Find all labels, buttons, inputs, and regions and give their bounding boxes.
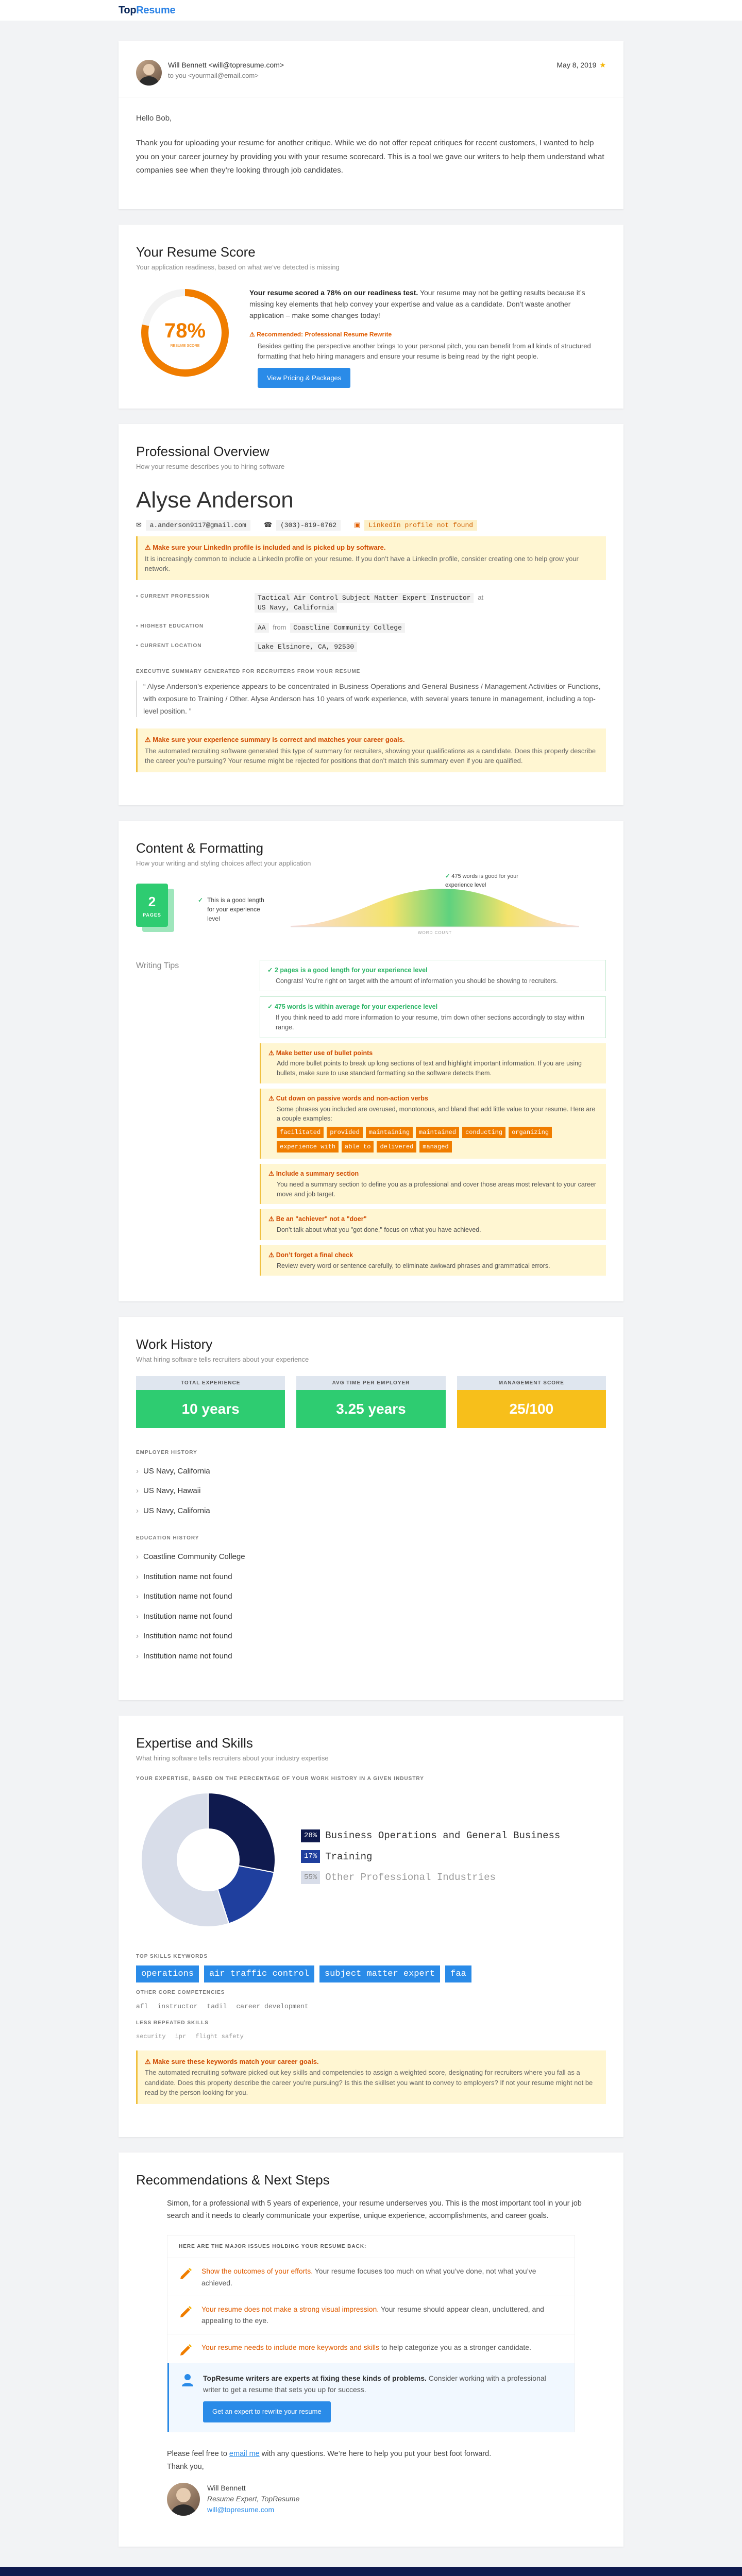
- issue-text: [201, 2342, 531, 2356]
- tip-title-text: Make better use of bullet points: [276, 1049, 373, 1057]
- less-repeated-label: LESS REPEATED SKILLS: [136, 2020, 209, 2026]
- employer-item: › US Navy, California: [136, 1501, 606, 1521]
- stat-card: [136, 1376, 285, 1428]
- tip-title: [267, 1002, 598, 1012]
- tip-title: [268, 1048, 599, 1058]
- tip-body: Add more bullet points to break up long sections of text and highlight important information. If you are using bullets, make sure to use standard formatting so the software detects them.: [277, 1060, 582, 1077]
- top-keyword: operations: [136, 1965, 199, 1983]
- location-label: ▪ CURRENT LOCATION: [136, 643, 202, 649]
- phone-icon: ☎: [263, 521, 276, 529]
- tip-title: [268, 1094, 599, 1104]
- writing-tip: [260, 1043, 606, 1083]
- executive-summary: “ Alyse Anderson’s experience appears to be concentrated in Business Operations and General Business / Management Activities or Functions, with exposure to Training / Other. Alyse Anderson has 10 years of work experience, with several years tenure in management, including a top-level position. ”: [136, 681, 606, 717]
- recommendation-title: ⚠ Recommended: Professional Resume Rewrite: [249, 330, 392, 338]
- passive-phrase: maintaining: [366, 1127, 413, 1138]
- tip-title-text: Don’t forget a final check: [276, 1251, 353, 1259]
- tip-body: You need a summary section to define you as a professional and cover those areas most relevant to your career move and job target.: [277, 1180, 597, 1198]
- word-count-note: ✓ 475 words is good for your experience level: [445, 873, 518, 888]
- profession-value: Tactical Air Control Subject Matter Expert Instructor at US Navy, California: [255, 592, 606, 613]
- issue-rest: Your resume should appear clean, uncluttered, and appealing to the eye.: [201, 2304, 544, 2325]
- recommendations-section: [119, 2153, 623, 2547]
- score-value: 78%: [164, 319, 206, 342]
- summary-alert: [136, 728, 606, 772]
- pencil-icon: [179, 2265, 193, 2280]
- section-subtitle: How your writing and styling choices affect your application: [136, 859, 311, 867]
- recommendations-intro: Simon, for a professional with 5 years of experience, your resume underserves you. This is the most important tool in your job search and it needs to clearly communicate your expertise, unique experience, accomplishments, and career goals.: [167, 2199, 582, 2221]
- section-title: Your Resume Score: [136, 244, 256, 260]
- stat-card: [296, 1376, 445, 1428]
- check-icon: ✓: [445, 873, 452, 880]
- stat-label: TOTAL EXPERIENCE: [136, 1376, 285, 1390]
- signature-avatar: [167, 2483, 200, 2516]
- issue-item: [167, 2334, 575, 2363]
- education-list: [136, 1547, 606, 1666]
- stat-card: [457, 1376, 606, 1428]
- passive-phrases: [277, 1127, 599, 1153]
- footer: [0, 2567, 742, 2576]
- warning-icon: ⚠: [268, 1049, 276, 1057]
- section-title: Professional Overview: [136, 444, 269, 460]
- tip-title: [268, 1169, 599, 1179]
- tip-title-text: Cut down on passive words and non-action verbs: [276, 1094, 428, 1102]
- score-ring-label: RESUME SCORE: [170, 344, 200, 348]
- issue-rest: Your resume focuses too much on what you’ve done, not what you’ve achieved.: [201, 2267, 536, 2287]
- recommendation: [249, 330, 606, 388]
- warning-icon: ⚠: [268, 1215, 276, 1223]
- legend-item: [301, 1850, 560, 1865]
- passive-phrase: maintained: [416, 1127, 459, 1138]
- issue-text: [201, 2303, 563, 2327]
- tip-title-text: Include a summary section: [276, 1170, 359, 1178]
- tip-title: [268, 1250, 599, 1260]
- briefcase-icon: ▪: [136, 593, 141, 599]
- logo-part-b: Resume: [136, 5, 176, 16]
- resume-score-section: [119, 225, 623, 409]
- passive-phrase: delivered: [377, 1141, 416, 1153]
- view-pricing-button[interactable]: View Pricing & Packages: [258, 368, 350, 388]
- section-subtitle: Your application readiness, based on what we’ve detected is missing: [136, 263, 340, 271]
- passive-phrase: experience with: [277, 1141, 339, 1153]
- pages-note: ✓ This is a good length for your experience level: [198, 896, 264, 923]
- other-keyword: instructor: [157, 2003, 198, 2011]
- page-front: 2 PAGES: [136, 884, 168, 927]
- passive-phrase: able to: [342, 1141, 374, 1153]
- email-body: [119, 97, 623, 209]
- pie-label: YOUR EXPERTISE, BASED ON THE PERCENTAGE OF YOUR WORK HISTORY IN A GIVEN INDUSTRY: [136, 1775, 424, 1782]
- length-row: [136, 873, 606, 939]
- stat-label: MANAGEMENT SCORE: [457, 1376, 606, 1390]
- stat-value: 3.25 years: [296, 1390, 445, 1428]
- expertise-pie-row: [136, 1788, 606, 1932]
- warning-icon: ⚠: [145, 736, 153, 744]
- alert-body: It is increasingly common to include a LinkedIn profile on your resume. If you don’t have a LinkedIn profile, consider creating one to help grow your network.: [145, 554, 579, 573]
- tip-body: Review every word or sentence carefully, to eliminate awkward phrases and grammatical errors.: [277, 1262, 550, 1269]
- issues-box: [167, 2235, 575, 2432]
- alert-title: ⚠ Make sure your LinkedIn profile is included and is picked up by software.: [145, 544, 386, 552]
- candidate-name: Alyse Anderson: [136, 487, 294, 513]
- email-date: [556, 60, 606, 86]
- other-keyword: afl: [136, 2003, 148, 2011]
- tip-title-text: 2 pages is a good length for your experience level: [274, 966, 428, 974]
- location-value: Lake Elsinore, CA, 92530: [255, 642, 606, 652]
- sender-avatar: [136, 60, 162, 86]
- education-item: › Coastline Community College: [136, 1547, 606, 1567]
- less-keyword: security: [136, 2032, 166, 2040]
- education-item: › Institution name not found: [136, 1626, 606, 1647]
- education-value: AA from Coastline Community College: [255, 622, 606, 633]
- topresume-logo[interactable]: [119, 3, 175, 18]
- top-bar: [0, 0, 742, 21]
- expertise-pie-chart: [136, 1788, 280, 1932]
- score-ring: [136, 284, 234, 382]
- info-grid: [136, 592, 606, 652]
- writing-tip: [260, 1164, 606, 1204]
- work-stats: [136, 1376, 606, 1428]
- alert-title: ⚠ Make sure your experience summary is correct and matches your career goals.: [145, 736, 405, 744]
- legend-item: [301, 1828, 560, 1843]
- top-keyword: air traffic control: [204, 1965, 314, 1983]
- warning-icon: ⚠: [145, 2057, 153, 2065]
- top-skills-label: TOP SKILLS KEYWORDS: [136, 1953, 208, 1959]
- issue-item: [167, 2258, 575, 2296]
- email-from: [136, 60, 284, 86]
- stat-value: 10 years: [136, 1390, 285, 1428]
- greeting: Hello Bob,: [136, 114, 172, 123]
- contact-phone: (303)-819-0762: [276, 520, 341, 531]
- passive-phrase: managed: [419, 1141, 451, 1153]
- legend-name: Business Operations and General Business: [325, 1830, 561, 1842]
- issue-item: [167, 2296, 575, 2334]
- top-keywords: [136, 1965, 606, 1983]
- profession-label: ▪ CURRENT PROFESSION: [136, 593, 210, 599]
- mail-icon: ✉: [136, 521, 146, 529]
- linkedin-missing: LinkedIn profile not found: [364, 520, 477, 531]
- alert-body: The automated recruiting software generated this type of summary for recruiters, showing your qualifications as a candidate. Does this properly describe the career you’re pursuing? Your resume might be rejected for positions that don’t match this summary even if you are qualified.: [145, 747, 596, 765]
- expert-box: [167, 2363, 575, 2432]
- other-competencies-label: OTHER CORE COMPETENCIES: [136, 1990, 225, 1996]
- summary-label: EXECUTIVE SUMMARY GENERATED FOR RECRUITERS FROM YOUR RESUME: [136, 668, 361, 674]
- less-keywords: [136, 2032, 606, 2041]
- linkedin-alert: [136, 536, 606, 580]
- employer-history-label: EMPLOYER HISTORY: [136, 1449, 197, 1455]
- warning-icon: ⚠: [268, 1251, 276, 1259]
- email-date-text: May 8, 2019: [556, 61, 597, 69]
- signature: [167, 2483, 575, 2516]
- less-keyword: ipr: [175, 2032, 187, 2040]
- closing-text: Please feel free to email me with any questions. We’re here to help you put your best foot forward. Thank you,: [167, 2450, 492, 2471]
- signature-title: Resume Expert, TopResume: [207, 2494, 300, 2503]
- education-item: › Institution name not found: [136, 1587, 606, 1607]
- tip-body: Congrats! You’re right on target with the amount of information you should be showing to recruiters.: [276, 977, 558, 985]
- section-subtitle: What hiring software tells recruiters about your industry expertise: [136, 1754, 329, 1762]
- signature-name: Will Bennett: [207, 2483, 246, 2492]
- expertise-section: [119, 1716, 623, 2137]
- email-me-link[interactable]: email me: [229, 2450, 260, 2459]
- keyword-alert: [136, 2050, 606, 2104]
- check-icon: ✓: [267, 966, 275, 974]
- email-paragraph: Thank you for uploading your resume for another critique. While we do not offer repeat critiques for recent customers, I wanted to help you on your career journey by providing you with your resume scorecard. This is a tool we gave our writers to help them understand what companies see when they’re looking through job candidates.: [136, 139, 604, 175]
- tip-body: Don’t talk about what you "got done," focus on what you have achieved.: [277, 1226, 481, 1234]
- passive-phrase: facilitated: [277, 1127, 324, 1138]
- logo-part-a: Top: [119, 5, 137, 16]
- sender-name: Will Bennett <will@topresume.com>: [168, 61, 284, 69]
- person-icon: [180, 2372, 195, 2387]
- education-item: › Institution name not found: [136, 1567, 606, 1587]
- section-title: Recommendations & Next Steps: [136, 2172, 330, 2188]
- legend-pct: 55%: [301, 1871, 320, 1884]
- word-count-chart: [291, 873, 579, 939]
- passive-phrase: conducting: [462, 1127, 505, 1138]
- issues-list: [167, 2258, 575, 2363]
- section-title: Expertise and Skills: [136, 1735, 253, 1751]
- tip-body: Some phrases you included are overused, monotonous, and bland that add little value to your resume. Here are a couple examples:: [277, 1105, 596, 1123]
- tip-title-text: 475 words is within average for your experience level: [274, 1003, 438, 1011]
- star-icon[interactable]: ★: [599, 61, 606, 69]
- alert-body: The automated recruiting software picked out key skills and competencies to assign a weighted score, designating for recruiters where you fall as a candidate. Does this property describe the career you’re pursuing? Is this the skillset you want to convey to employers? If not your resume might not be read by the person looking for you.: [145, 2069, 593, 2097]
- section-title: Content & Formatting: [136, 840, 264, 856]
- education-history-label: EDUCATION HISTORY: [136, 1535, 199, 1541]
- top-keyword: faa: [445, 1965, 471, 1983]
- top-keyword: subject matter expert: [319, 1965, 440, 1983]
- writing-tip: [260, 1245, 606, 1276]
- legend-name: Other Professional Industries: [325, 1872, 496, 1884]
- check-icon: ✓: [267, 1003, 275, 1011]
- pie-slice: [208, 1793, 275, 1872]
- legend-pct: 17%: [301, 1850, 320, 1863]
- email-header: [119, 41, 623, 97]
- stat-label: AVG TIME PER EMPLOYER: [296, 1376, 445, 1390]
- warning-icon: ⚠: [268, 1170, 276, 1178]
- other-keyword: tadil: [207, 2003, 227, 2011]
- less-keyword: flight safety: [195, 2032, 244, 2040]
- get-expert-button[interactable]: Get an expert to rewrite your resume: [203, 2401, 331, 2422]
- content-formatting-section: [119, 821, 623, 1302]
- tip-body: If you think need to add more information to your resume, trim down other sections accordingly to stay within range.: [276, 1014, 584, 1031]
- check-icon: ✓: [198, 896, 204, 904]
- warning-icon: ⚠: [268, 1094, 276, 1102]
- tip-title-text: Be an "achiever" not a "doer": [276, 1215, 367, 1223]
- graduation-cap-icon: ▪: [136, 623, 141, 629]
- issue-rest: to help categorize you as a stronger candidate.: [379, 2343, 531, 2351]
- writing-tips-label: Writing Tips: [136, 961, 179, 970]
- employer-item: › US Navy, Hawaii: [136, 1481, 606, 1501]
- section-title: Work History: [136, 1336, 213, 1352]
- alert-title: ⚠ Make sure these keywords match your career goals.: [145, 2057, 319, 2065]
- recipient: to you <yourmail@email.com>: [168, 72, 259, 79]
- warning-icon: ⚠: [145, 544, 153, 552]
- passive-phrase: provided: [327, 1127, 363, 1138]
- education-label: ▪ HIGHEST EDUCATION: [136, 623, 204, 629]
- tip-title: [267, 965, 598, 975]
- pie-legend: [301, 1828, 560, 1891]
- stat-value: 25/100: [457, 1390, 606, 1428]
- tips-list: [260, 960, 606, 1281]
- other-keyword: career development: [236, 2003, 309, 2011]
- issue-highlight: Show the outcomes of your efforts.: [201, 2267, 313, 2276]
- email-card: [119, 41, 623, 209]
- contact-email: a.anderson9117@gmail.com: [146, 520, 250, 531]
- word-count-curve: [291, 879, 579, 936]
- expert-text: TopResume writers are experts at fixing these kinds of problems. Consider working with a professional writer to get a resume that sets you up for success.: [203, 2374, 546, 2394]
- employer-item: › US Navy, California: [136, 1462, 606, 1482]
- recommendation-text: Besides getting the perspective another brings to your personal pitch, you can benefit from all kinds of structured formatting that help hiring managers and ensure your resume is being read by the right people.: [258, 342, 591, 360]
- work-history-section: [119, 1317, 623, 1700]
- word-count-area: [291, 889, 579, 927]
- section-subtitle: What hiring software tells recruiters about your experience: [136, 1355, 309, 1364]
- education-item: › Institution name not found: [136, 1647, 606, 1667]
- linkedin-icon: ▣: [354, 521, 365, 529]
- pencil-icon: [179, 2342, 193, 2356]
- writing-tip: [260, 1209, 606, 1240]
- contact-row: [136, 520, 606, 531]
- employer-list: [136, 1462, 606, 1521]
- tip-title: [268, 1214, 599, 1224]
- writing-tip: [260, 960, 606, 992]
- writing-tip: [260, 1089, 606, 1159]
- pencil-icon: [179, 2303, 193, 2318]
- content-wrap: [119, 21, 623, 2547]
- thanks: Thank you,: [167, 2462, 204, 2471]
- legend-pct: 28%: [301, 1829, 320, 1842]
- map-pin-icon: ▪: [136, 643, 141, 649]
- other-keywords: [136, 2002, 606, 2012]
- section-subtitle: How your resume describes you to hiring software: [136, 463, 285, 471]
- legend-item: [301, 1870, 560, 1885]
- education-item: › Institution name not found: [136, 1607, 606, 1627]
- pages-icon: [136, 884, 177, 935]
- issue-text: [201, 2265, 563, 2289]
- passive-phrase: organizing: [509, 1127, 552, 1138]
- warning-icon: ⚠: [249, 330, 257, 338]
- score-description: Your resume scored a 78% on our readiness test. Your resume may not be getting results because it’s missing key elements that help convey your expertise and value as a candidate. Don’t waste another application – make some changes today!: [249, 288, 585, 320]
- legend-name: Training: [325, 1851, 373, 1862]
- signature-email[interactable]: will@topresume.com: [207, 2505, 275, 2514]
- issue-highlight: Your resume needs to include more keywords and skills: [201, 2343, 379, 2351]
- writing-tips: [136, 960, 606, 1281]
- issues-heading: HERE ARE THE MAJOR ISSUES HOLDING YOUR RESUME BACK:: [179, 2244, 367, 2250]
- writing-tip: [260, 996, 606, 1038]
- word-count-axis-label: WORD COUNT: [418, 930, 452, 936]
- professional-overview-section: [119, 424, 623, 805]
- issue-highlight: Your resume does not make a strong visual impression.: [201, 2304, 379, 2313]
